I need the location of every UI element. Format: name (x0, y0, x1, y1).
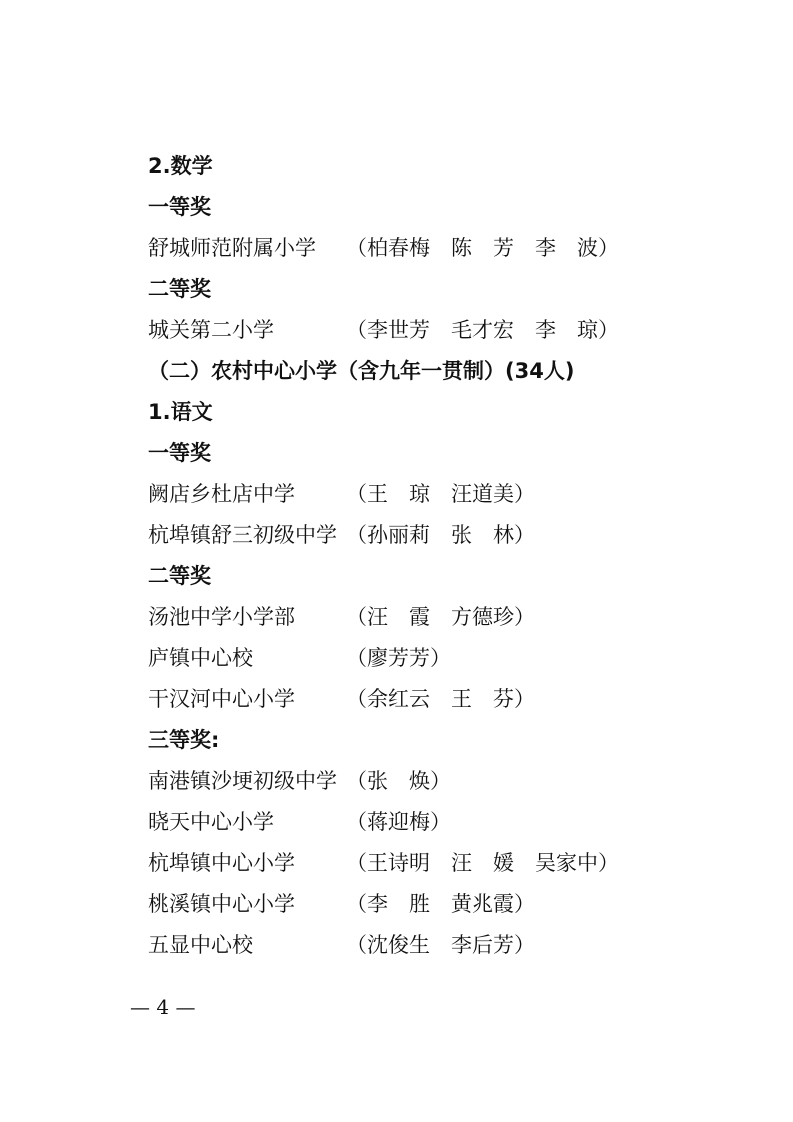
winner-names: （余红云 王 芬） (346, 687, 535, 711)
school-name: 城关第二小学 (148, 318, 274, 342)
winner-names: （蒋迎梅） (346, 810, 451, 834)
page-number: — 4 — (130, 995, 196, 1019)
winner-names: （王 琼 汪道美） (346, 482, 535, 506)
school-name: 舒城师范附属小学 (148, 236, 316, 260)
winner-names: （李世芳 毛才宏 李 琼） (346, 318, 619, 342)
award-entry (148, 929, 535, 961)
section-heading-chinese: 1.语文 (148, 400, 213, 424)
school-name: 晓天中心小学 (148, 810, 274, 834)
award-level-first: 一等奖 (148, 195, 211, 219)
award-entry (148, 642, 451, 674)
award-entry (148, 314, 619, 346)
school-name: 阙店乡杜店中学 (148, 482, 295, 506)
winner-names: （孙丽莉 张 林） (346, 523, 535, 547)
award-level-second: 二等奖 (148, 564, 211, 588)
award-level-third: 三等奖: (148, 728, 220, 752)
school-name: 南港镇沙埂初级中学 (148, 769, 337, 793)
award-entry (148, 888, 535, 920)
school-name: 汤池中学小学部 (148, 605, 295, 629)
award-level-second: 二等奖 (148, 277, 211, 301)
school-name: 五显中心校 (148, 933, 253, 957)
winner-names: （汪 霞 方德珍） (346, 605, 535, 629)
section-heading-rural: （二）农村中心小学（含九年一贯制）(34人) (148, 359, 575, 383)
school-name: 杭埠镇中心小学 (148, 851, 295, 875)
winner-names: （沈俊生 李后芳） (346, 933, 535, 957)
winner-names: （王诗明 汪 媛 吴家中） (346, 851, 619, 875)
award-entry (148, 232, 619, 264)
award-entry (148, 601, 535, 633)
section-heading-math: 2.数学 (148, 154, 213, 178)
award-entry (148, 765, 451, 797)
winner-names: （柏春梅 陈 芳 李 波） (346, 236, 619, 260)
winner-names: （廖芳芳） (346, 646, 451, 670)
award-level-first: 一等奖 (148, 441, 211, 465)
school-name: 桃溪镇中心小学 (148, 892, 295, 916)
award-entry (148, 806, 451, 838)
award-entry (148, 519, 535, 551)
award-entry (148, 847, 619, 879)
school-name: 干汉河中心小学 (148, 687, 295, 711)
award-entry (148, 478, 535, 510)
award-entry (148, 683, 535, 715)
school-name: 杭埠镇舒三初级中学 (148, 523, 337, 547)
winner-names: （张 焕） (346, 769, 451, 793)
school-name: 庐镇中心校 (148, 646, 253, 670)
winner-names: （李 胜 黄兆霞） (346, 892, 535, 916)
